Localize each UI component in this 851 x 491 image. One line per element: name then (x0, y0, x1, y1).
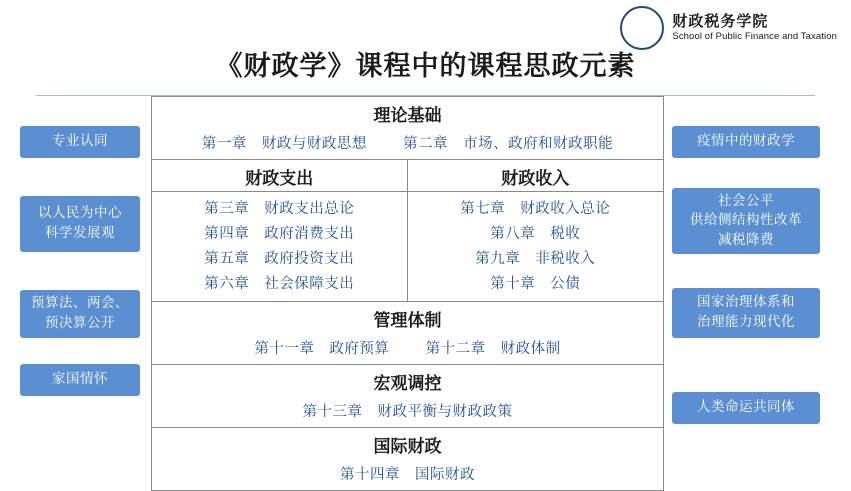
chapter-5: 第五章 政府投资支出 (204, 251, 355, 267)
section-theory-heading: 理论基础 (373, 106, 442, 126)
revenue-col-body (408, 192, 664, 301)
section-management-heading: 管理体制 (373, 311, 442, 331)
chapter-13: 第十三章 财政平衡与财政政策 (302, 404, 513, 420)
left-chip-professional-identity: 专业认同 (20, 126, 140, 158)
section-international-items (152, 460, 663, 490)
right-chip-social-equity: 社会公平 供给侧结构性改革 减税降费 (672, 188, 820, 254)
page-title: 《财政学》课程中的课程思政元素 (215, 51, 636, 82)
chapter-3: 第三章 财政支出总论 (204, 201, 355, 217)
section-macro-heading: 宏观调控 (373, 374, 442, 394)
section-macro-items (152, 397, 663, 427)
chapter-7: 第七章 财政收入总论 (460, 201, 611, 217)
section-theory-items (152, 129, 663, 159)
revenue-col-head (408, 160, 664, 191)
section-management-items (152, 334, 663, 364)
chapter-2: 第二章 市场、政府和财政职能 (403, 136, 614, 152)
brand-text (672, 13, 837, 44)
revenue-heading: 财政收入 (501, 169, 570, 189)
expenditure-heading: 财政支出 (245, 169, 314, 189)
right-chip-governance: 国家治理体系和 治理能力现代化 (672, 288, 820, 338)
section-management (152, 302, 663, 365)
section-macro-control (152, 365, 663, 428)
section-international (152, 428, 663, 490)
two-column-bodies (152, 192, 663, 301)
right-chip-epidemic-finance: 疫情中的财政学 (672, 126, 820, 158)
chapter-10: 第十章 公债 (490, 276, 581, 292)
chapter-1: 第一章 财政与财政思想 (201, 136, 367, 152)
two-column-headings (152, 160, 663, 192)
chapter-14: 第十四章 国际财政 (340, 467, 475, 483)
expenditure-col-body (152, 192, 408, 301)
section-expenditure-revenue (152, 160, 663, 302)
chapter-12: 第十二章 财政体制 (425, 341, 561, 357)
chapter-11: 第十一章 政府预算 (254, 341, 390, 357)
right-chip-shared-future: 人类命运共同体 (672, 392, 820, 424)
left-chip-people-centered: 以人民为中心 科学发展观 (20, 196, 140, 252)
chapter-6: 第六章 社会保障支出 (204, 276, 355, 292)
chapter-8: 第八章 税收 (490, 226, 581, 242)
brand-name-en: School of Public Finance and Taxation (672, 31, 837, 43)
section-theory (152, 97, 663, 160)
section-international-heading: 国际财政 (373, 437, 442, 457)
expenditure-col-head (152, 160, 408, 191)
course-structure-table (151, 96, 664, 491)
left-chip-budget-law: 预算法、两会、 预决算公开 (20, 290, 140, 338)
left-chip-patriotism: 家国情怀 (20, 364, 140, 396)
chapter-4: 第四章 政府消费支出 (204, 226, 355, 242)
brand-name-cn: 财政税务学院 (672, 12, 769, 30)
chapter-9: 第九章 非税收入 (475, 251, 596, 267)
